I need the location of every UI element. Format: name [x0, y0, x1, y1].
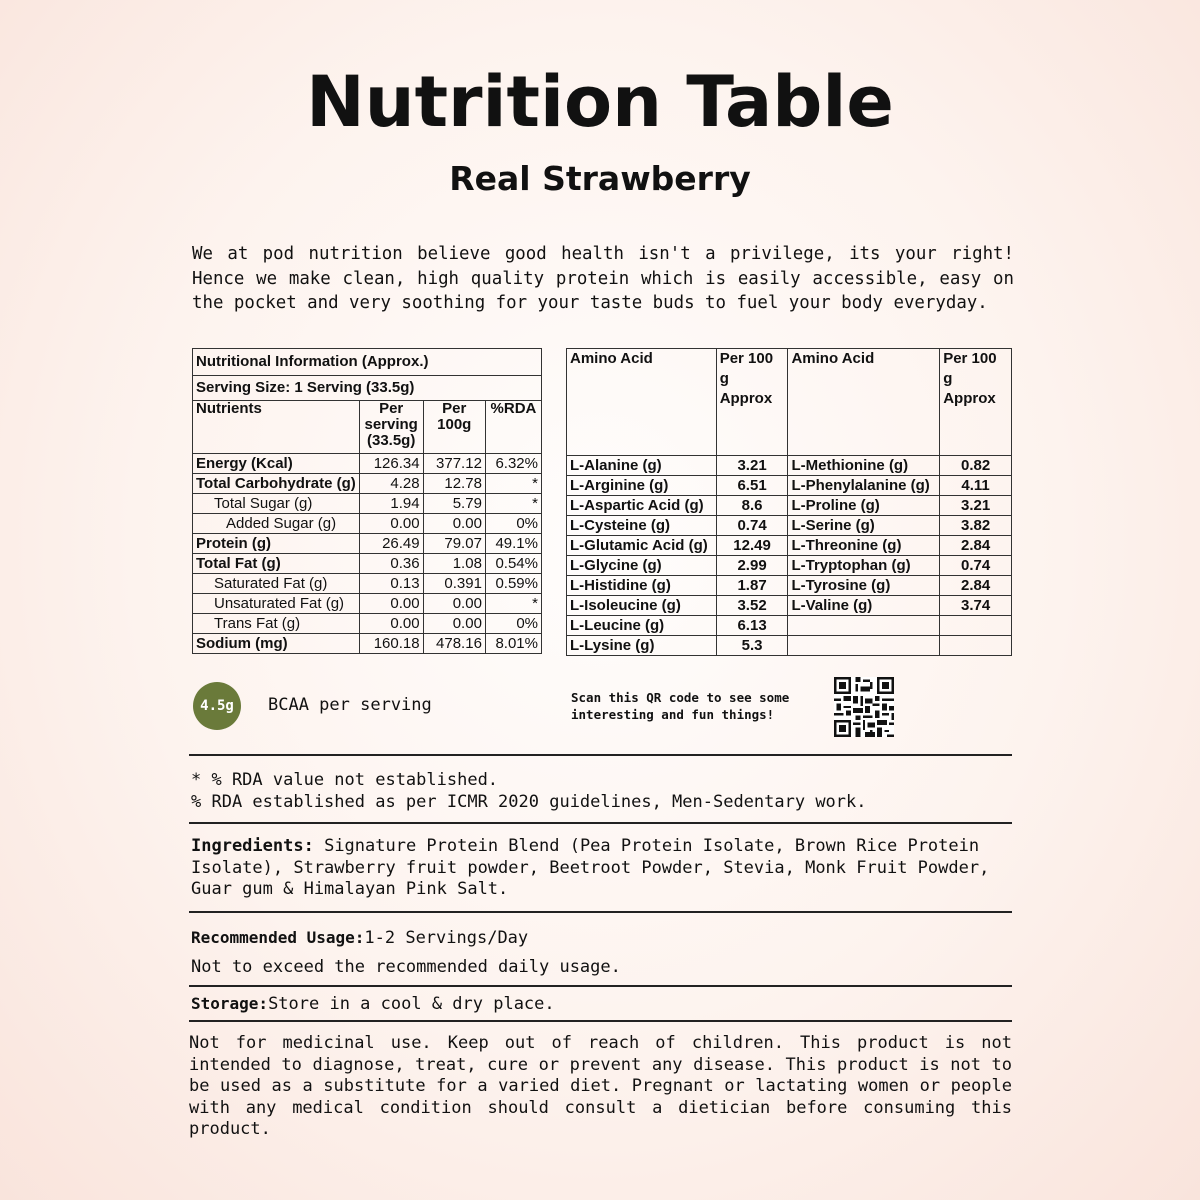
per-serving-value: 126.34	[359, 454, 423, 474]
per-serving-value: 26.49	[359, 534, 423, 554]
nutrient-name: Added Sugar (g)	[193, 514, 360, 534]
col-per-100g-1: Per 100 g Approx	[716, 349, 788, 456]
usage-value: 1-2 Servings/Day	[364, 928, 529, 948]
amino-acid-name: L-Arginine (g)	[567, 476, 717, 496]
divider	[189, 822, 1012, 824]
per-100g-value: 5.79	[423, 494, 485, 514]
nutrient-name: Saturated Fat (g)	[193, 574, 360, 594]
amino-acid-name: L-Isoleucine (g)	[567, 596, 717, 616]
nutrition-row	[193, 494, 542, 514]
qr-caption: Scan this QR code to see some interesting and fun things!	[571, 690, 790, 722]
rda-value: *	[485, 494, 541, 514]
nutrition-row	[193, 614, 542, 634]
nutrient-name: Energy (Kcal)	[193, 454, 360, 474]
nutrient-name: Total Fat (g)	[193, 554, 360, 574]
nutrient-name: Total Sugar (g)	[193, 494, 360, 514]
amino-row	[567, 556, 1012, 576]
divider	[189, 985, 1012, 987]
rda-value: 49.1%	[485, 534, 541, 554]
rda-value: *	[485, 474, 541, 494]
amino-acid-value: 0.82	[940, 456, 1012, 476]
usage-section	[191, 927, 1013, 978]
amino-acid-value: 3.52	[716, 596, 788, 616]
nutrient-name: Unsaturated Fat (g)	[193, 594, 360, 614]
amino-row	[567, 576, 1012, 596]
amino-acid-name: L-Serine (g)	[788, 516, 940, 536]
col-per-100g-2: Per 100 g Approx	[940, 349, 1012, 456]
per-100g-value: 79.07	[423, 534, 485, 554]
rda-notes	[191, 770, 1013, 813]
col-nutrients: Nutrients	[193, 401, 360, 454]
serving-size: Serving Size: 1 Serving (33.5g)	[193, 376, 542, 401]
rda-note-icmr: % RDA established as per ICMR 2020 guidelines, Men-Sedentary work.	[191, 791, 867, 812]
rda-note-not-established: * % RDA value not established.	[191, 770, 499, 790]
amino-row	[567, 536, 1012, 556]
amino-acid-value: 0.74	[716, 516, 788, 536]
col-amino-acid-1: Amino Acid	[567, 349, 717, 456]
amino-row	[567, 516, 1012, 536]
amino-acid-value: 12.49	[716, 536, 788, 556]
qr-code-icon[interactable]	[834, 677, 894, 737]
amino-row	[567, 456, 1012, 476]
amino-acid-name: L-Cysteine (g)	[567, 516, 717, 536]
amino-row	[567, 596, 1012, 616]
storage-section	[191, 993, 1013, 1016]
rda-value: 0%	[485, 614, 541, 634]
divider	[189, 1020, 1012, 1022]
rda-value: *	[485, 594, 541, 614]
per-serving-value: 0.13	[359, 574, 423, 594]
col-per-100g: Per 100g	[423, 401, 485, 454]
per-serving-value: 4.28	[359, 474, 423, 494]
divider	[189, 911, 1012, 913]
amino-row	[567, 476, 1012, 496]
per-serving-value: 1.94	[359, 494, 423, 514]
per-100g-value: 0.00	[423, 594, 485, 614]
bcaa-badge: 4.5g	[193, 682, 241, 730]
amino-acid-value: 3.74	[940, 596, 1012, 616]
amino-acid-name: L-Valine (g)	[788, 596, 940, 616]
amino-row	[567, 496, 1012, 516]
nutrition-row	[193, 554, 542, 574]
amino-acid-value: 2.99	[716, 556, 788, 576]
per-100g-value: 478.16	[423, 634, 485, 654]
amino-acid-name: L-Lysine (g)	[567, 636, 717, 656]
amino-acid-name: L-Alanine (g)	[567, 456, 717, 476]
storage-label: Storage:	[191, 994, 269, 1013]
col-amino-acid-2: Amino Acid	[788, 349, 940, 456]
nutrition-row	[193, 454, 542, 474]
amino-acid-name	[788, 616, 940, 636]
nutrition-row	[193, 474, 542, 494]
per-serving-value: 0.36	[359, 554, 423, 574]
nutrition-row	[193, 574, 542, 594]
per-100g-value: 0.391	[423, 574, 485, 594]
nutrition-header: Nutritional Information (Approx.)	[193, 349, 542, 376]
nutrition-row	[193, 634, 542, 654]
amino-acid-value: 4.11	[940, 476, 1012, 496]
nutrient-name: Sodium (mg)	[193, 634, 360, 654]
amino-acid-name: L-Aspartic Acid (g)	[567, 496, 717, 516]
amino-acid-value: 3.21	[716, 456, 788, 476]
nutrition-row	[193, 514, 542, 534]
usage-label: Recommended Usage:	[191, 928, 365, 947]
storage-value: Store in a cool & dry place.	[268, 994, 555, 1014]
per-100g-value: 0.00	[423, 514, 485, 534]
amino-acid-table	[566, 348, 1012, 656]
col-per-serving: Per serving (33.5g)	[359, 401, 423, 454]
nutrient-name: Protein (g)	[193, 534, 360, 554]
amino-acid-value: 6.51	[716, 476, 788, 496]
per-100g-value: 0.00	[423, 614, 485, 634]
per-100g-value: 1.08	[423, 554, 485, 574]
amino-acid-value	[940, 616, 1012, 636]
nutrition-table	[192, 348, 542, 654]
per-serving-value: 0.00	[359, 514, 423, 534]
amino-acid-name: L-Tryptophan (g)	[788, 556, 940, 576]
amino-acid-name: L-Proline (g)	[788, 496, 940, 516]
flavor-subtitle: Real Strawberry	[449, 159, 751, 198]
col-rda: %RDA	[485, 401, 541, 454]
nutrient-name: Trans Fat (g)	[193, 614, 360, 634]
page-title: Nutrition Table	[306, 61, 894, 143]
amino-acid-name: L-Tyrosine (g)	[788, 576, 940, 596]
rda-value: 0.59%	[485, 574, 541, 594]
amino-acid-name: L-Histidine (g)	[567, 576, 717, 596]
amino-acid-value: 2.84	[940, 576, 1012, 596]
amino-acid-name: L-Methionine (g)	[788, 456, 940, 476]
divider	[189, 754, 1012, 756]
per-100g-value: 12.78	[423, 474, 485, 494]
ingredients-text: Signature Protein Blend (Pea Protein Isolate, Brown Rice Protein Isolate), Strawberry fruit powder, Beetroot Powder, Stevia, Monk Fruit Powder, Guar gum & Himalayan Pink Salt.	[191, 836, 990, 899]
amino-acid-value	[940, 636, 1012, 656]
amino-row	[567, 636, 1012, 656]
per-serving-value: 0.00	[359, 614, 423, 634]
amino-acid-value: 2.84	[940, 536, 1012, 556]
rda-value: 6.32%	[485, 454, 541, 474]
nutrition-row	[193, 594, 542, 614]
amino-acid-value: 1.87	[716, 576, 788, 596]
amino-acid-name: L-Glutamic Acid (g)	[567, 536, 717, 556]
ingredients-section	[191, 836, 1013, 901]
per-serving-value: 160.18	[359, 634, 423, 654]
amino-acid-value: 6.13	[716, 616, 788, 636]
amino-acid-value: 3.82	[940, 516, 1012, 536]
nutrition-row	[193, 534, 542, 554]
amino-acid-value: 3.21	[940, 496, 1012, 516]
rda-value: 8.01%	[485, 634, 541, 654]
ingredients-label: Ingredients:	[191, 836, 314, 856]
rda-value: 0.54%	[485, 554, 541, 574]
per-100g-value: 377.12	[423, 454, 485, 474]
amino-acid-value: 5.3	[716, 636, 788, 656]
amino-acid-name: L-Phenylalanine (g)	[788, 476, 940, 496]
amino-acid-name: L-Threonine (g)	[788, 536, 940, 556]
amino-row	[567, 616, 1012, 636]
rda-value: 0%	[485, 514, 541, 534]
disclaimer: Not for medicinal use. Keep out of reach of children. This product is not intended to diagnose, treat, cure or prevent any disease. This product is not to be used as a substitute for a varied diet. Pregnant or lactating women or people with any medical condition should consult a dietician before consuming this product.	[189, 1033, 1012, 1139]
amino-acid-name: L-Leucine (g)	[567, 616, 717, 636]
intro-paragraph: We at pod nutrition believe good health isn't a privilege, its your right! Hence we make clean, high quality protein which is easily accessible, easy on the pocket and very soothing for your taste buds to fuel your body everyday.	[192, 244, 1014, 313]
nutrient-name: Total Carbohydrate (g)	[193, 474, 360, 494]
per-serving-value: 0.00	[359, 594, 423, 614]
amino-acid-name: L-Glycine (g)	[567, 556, 717, 576]
amino-acid-value: 0.74	[940, 556, 1012, 576]
amino-acid-name	[788, 636, 940, 656]
usage-note: Not to exceed the recommended daily usage.	[191, 956, 621, 977]
amino-acid-value: 8.6	[716, 496, 788, 516]
bcaa-label: BCAA per serving	[268, 695, 432, 715]
